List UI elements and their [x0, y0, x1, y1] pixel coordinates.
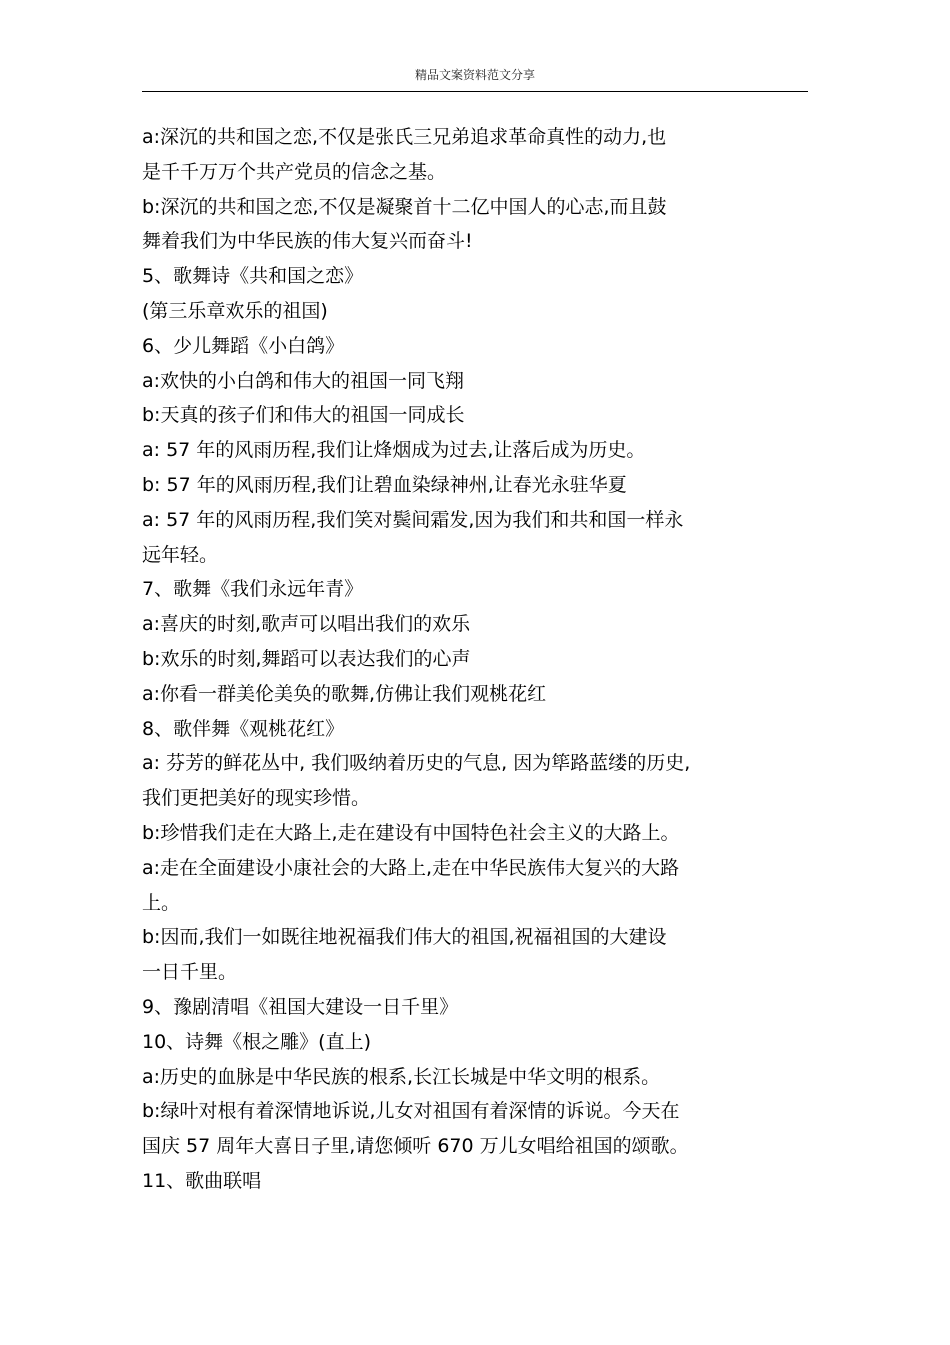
text-line: b: 57 年的风雨历程,我们让碧血染绿神州,让春光永驻华夏 — [142, 473, 627, 496]
text-line: b:欢乐的时刻,舞蹈可以表达我们的心声 — [142, 647, 471, 670]
text-line: a: 芬芳的鲜花丛中, 我们吸纳着历史的气息, 因为筚路蓝缕的历史, — [142, 752, 691, 775]
program-item-heading: 11、歌曲联唱 — [142, 1169, 262, 1192]
text-line: 我们更把美好的现实珍惜。 — [142, 787, 371, 810]
text-line: 国庆 57 周年大喜日子里,请您倾听 670 万儿女唱给祖国的颂歌。 — [142, 1135, 689, 1158]
program-item-heading: 7、歌舞《我们永远年青》 — [142, 578, 364, 601]
program-item-heading: 5、歌舞诗《共和国之恋》 — [142, 265, 364, 288]
text-line: a: 57 年的风雨历程,我们让烽烟成为过去,让落后成为历史。 — [142, 439, 646, 462]
text-line: a:你看一群美伦美奂的歌舞,仿佛让我们观桃花红 — [142, 682, 547, 705]
text-line: b:天真的孩子们和伟大的祖国一同成长 — [142, 404, 465, 427]
program-item-heading: 10、诗舞《根之雕》(直上) — [142, 1030, 372, 1053]
text-line: a:深沉的共和国之恋,不仅是张氏三兄弟追求革命真性的动力,也 — [142, 126, 667, 148]
page-header: 精品文案资料范文分享 — [414, 68, 535, 82]
text-line: a:欢快的小白鸽和伟大的祖国一同飞翔 — [142, 369, 465, 392]
text-line: b:绿叶对根有着深情地诉说,儿女对祖国有着深情的诉说。今天在 — [142, 1100, 680, 1123]
text-line: b:深沉的共和国之恋,不仅是凝聚首十二亿中国人的心志,而且鼓 — [142, 195, 667, 218]
text-line: 远年轻。 — [142, 543, 219, 566]
header-divider — [142, 91, 808, 92]
text-line: 舞着我们为中华民族的伟大复兴而奋斗! — [142, 230, 473, 253]
text-line: 上。 — [142, 891, 181, 914]
document-body — [142, 120, 808, 1199]
program-item-note: (第三乐章欢乐的祖国) — [142, 299, 328, 322]
text-line: a: 57 年的风雨历程,我们笑对鬓间霜发,因为我们和共和国一样永 — [142, 508, 684, 531]
program-item-heading: 9、豫剧清唱《祖国大建设一日千里》 — [142, 995, 459, 1018]
program-item-heading: 6、少儿舞蹈《小白鸽》 — [142, 334, 345, 357]
text-line: a:走在全面建设小康社会的大路上,走在中华民族伟大复兴的大路 — [142, 856, 680, 879]
text-line: b:珍惜我们走在大路上,走在建设有中国特色社会主义的大路上。 — [142, 821, 680, 844]
text-line: 一日千里。 — [142, 961, 238, 984]
text-line: 是千千万万个共产党员的信念之基。 — [142, 160, 447, 183]
text-line: b:因而,我们一如既往地祝福我们伟大的祖国,祝福祖国的大建设 — [142, 926, 667, 949]
program-item-heading: 8、歌伴舞《观桃花红》 — [142, 717, 345, 740]
text-line: a:历史的血脉是中华民族的根系,长江长城是中华文明的根系。 — [142, 1065, 661, 1088]
text-line: a:喜庆的时刻,歌声可以唱出我们的欢乐 — [142, 613, 471, 636]
